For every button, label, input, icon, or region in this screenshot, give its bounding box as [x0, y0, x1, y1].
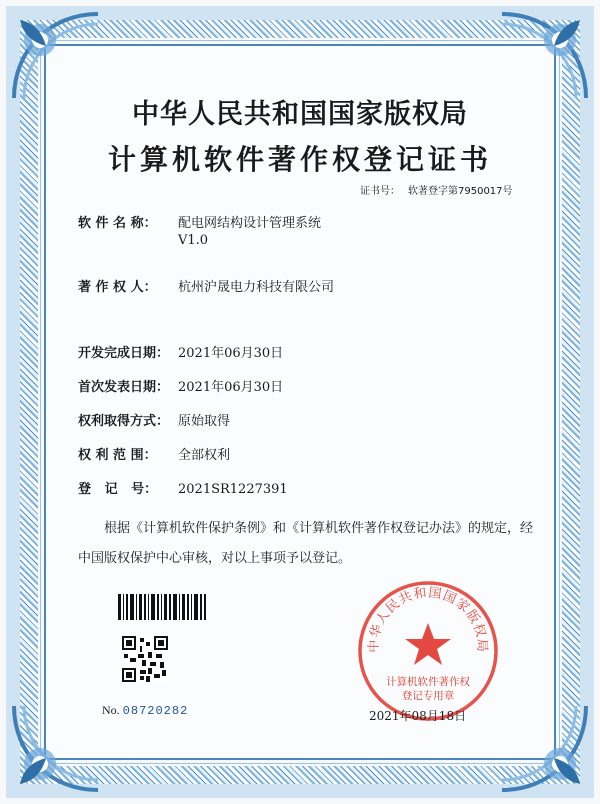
official-seal-icon: [354, 577, 502, 725]
qr-code-icon: [122, 636, 168, 682]
corner-ornament-icon: [10, 10, 102, 102]
field-copyright-owner: [78, 276, 334, 295]
registration-statement: 根据《计算机软件保护条例》和《计算机软件著作权登记办法》的规定，经中国版权保护中心审核，对以上事项予以登记。: [78, 521, 534, 566]
field-value: 配电网结构设计管理系统: [178, 216, 322, 231]
barcode-icon: [118, 594, 206, 620]
field-label: 著 作 权 人：: [78, 280, 157, 295]
field-registration-number: [78, 478, 288, 497]
field-label: 软 件 名 称：: [78, 216, 157, 231]
field-value: 杭州沪晟电力科技有限公司: [178, 280, 335, 295]
field-value: 2021SR1227391: [178, 482, 288, 497]
field-label: 权 利 范 围：: [78, 448, 157, 463]
certificate-number-label: 证书号：: [360, 186, 400, 197]
corner-ornament-icon: [10, 702, 102, 794]
corner-ornament-icon: [498, 702, 590, 794]
seal-ring-text: 中华人民共和国国家版权局: [366, 585, 490, 653]
corner-ornament-icon: [498, 10, 590, 102]
field-software-name: [78, 212, 321, 248]
field-label: 登 记 号：: [78, 482, 158, 497]
certificate-number-value: 软著登字第7950017号: [408, 186, 513, 197]
field-label: 首次发表日期：: [78, 380, 170, 395]
serial-value: 08720282: [122, 704, 189, 718]
seal-line2: 登记专用章: [401, 690, 455, 702]
field-acquisition-method: [78, 410, 230, 429]
issuer-title: 中华人民共和国国家版权局: [132, 99, 468, 130]
issue-date: 2021年08月18日: [369, 709, 467, 723]
serial-prefix: No.: [102, 703, 120, 717]
field-value: 原始取得: [178, 414, 231, 429]
certificate-number: [360, 182, 513, 197]
field-value: 2021年06月30日: [178, 380, 284, 395]
field-publish-date: [78, 376, 283, 395]
serial-number: [102, 703, 188, 718]
seal-line1: 计算机软件著作权: [386, 676, 470, 688]
field-label: 开发完成日期：: [78, 346, 170, 361]
field-value: 全部权利: [178, 448, 231, 463]
certificate-title: 计算机软件著作权登记证书: [107, 143, 492, 176]
field-development-date: [78, 342, 283, 361]
field-version: V1.0: [178, 233, 209, 248]
field-value: 2021年06月30日: [178, 346, 284, 361]
field-rights-scope: [78, 444, 230, 463]
field-label: 权利取得方式：: [78, 414, 170, 429]
